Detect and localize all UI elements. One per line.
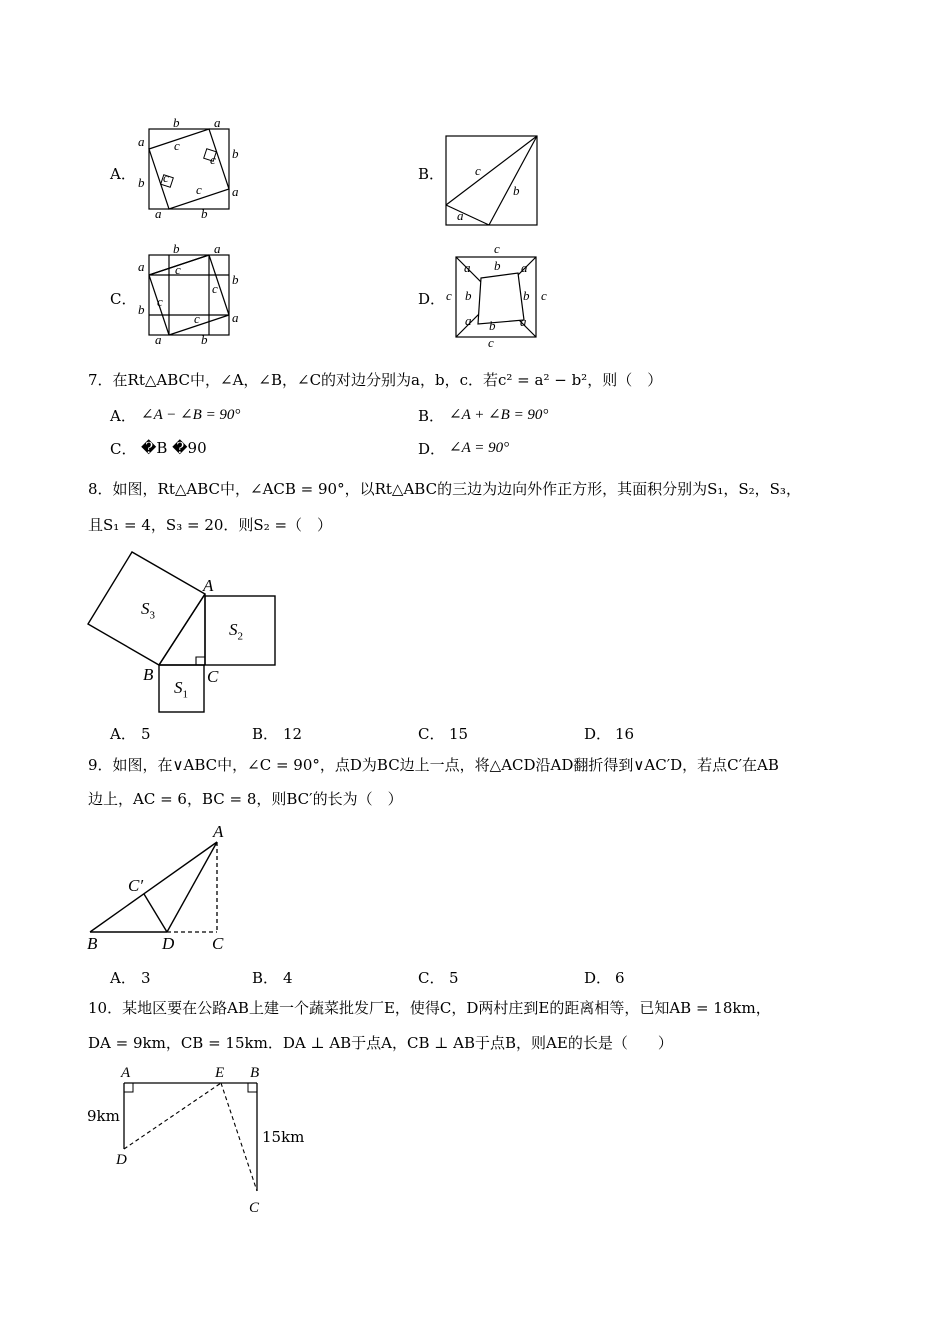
q6c-label-c: c — [212, 281, 218, 296]
q6d-label-c: c — [541, 288, 547, 303]
q6c-label-c: c — [157, 294, 163, 309]
q7-option-d-value[interactable]: ∠A = 90° — [449, 440, 510, 456]
q8-stem-line1: 8．如图，Rt△ABC中，∠ACB = 90°，以Rt△ABC的三边为边向外作正方形，其面积分别为S₁，S₂，S₃， — [88, 480, 801, 498]
q9-stem-line1: 9．如图，在∨ABC中，∠C = 90°，点D为BC边上一点，将△ACD沿AD翻折得到∨AC′D，若点C′在AB — [88, 756, 779, 774]
q9-label-c: C — [212, 934, 224, 953]
q6a-label-b: b — [138, 175, 145, 190]
q6d-label-a: a — [465, 313, 472, 328]
q7-option-b-key[interactable]: B． — [418, 407, 445, 425]
q7-option-c-key[interactable]: C． — [110, 440, 137, 458]
q7-option-c-value[interactable]: �B �90 — [141, 439, 207, 457]
q6a-label-a: a — [155, 206, 162, 221]
q6c-label-c: c — [194, 311, 200, 326]
q8-option-c-key[interactable]: C． — [418, 725, 445, 743]
q6d-label-b: b — [523, 288, 530, 303]
q8-option-d-key[interactable]: D． — [584, 725, 612, 743]
q9-option-d-key[interactable]: D． — [584, 969, 612, 987]
q6c-label-a: a — [138, 259, 145, 274]
q10-label-cb: 15km — [262, 1128, 305, 1146]
q6a-label-c: c — [174, 138, 180, 153]
q9-option-d-value[interactable]: 6 — [615, 969, 625, 987]
q6b-label-b: b — [513, 183, 520, 198]
q9-stem-line2: 边上，AC = 6，BC = 8，则BC′的长为（ ） — [88, 790, 403, 808]
q7-option-a-value[interactable]: ∠A − ∠B = 90° — [141, 407, 241, 423]
q8-label-c: C — [207, 667, 219, 686]
q10-label-da: 9km — [87, 1107, 120, 1125]
q6a-label-a: a — [214, 115, 221, 130]
q8-option-a-key[interactable]: A． — [110, 725, 136, 743]
q6a-label-b: b — [173, 115, 180, 130]
q10-label-c: C — [249, 1200, 260, 1216]
q10-label-a: A — [121, 1065, 131, 1081]
q9-option-b-value[interactable]: 4 — [283, 969, 293, 987]
q6c-label-b: b — [173, 241, 180, 256]
q6a-label-c: c — [163, 170, 169, 185]
q6d-label-b: b — [489, 318, 496, 333]
q6b-label-a: a — [457, 208, 464, 223]
q8-option-b-value[interactable]: 12 — [283, 725, 303, 743]
q6a-label-b: b — [232, 146, 239, 161]
q10-label-e: E — [215, 1065, 225, 1081]
q8-label-s2: $S_2$ — [229, 620, 243, 643]
q8-option-d-value[interactable]: 16 — [615, 725, 635, 743]
q6d-label-a: a — [464, 260, 471, 275]
q6c-label-c: c — [175, 262, 181, 277]
q6c-label-b: b — [201, 332, 208, 347]
q10-label-b: B — [250, 1065, 260, 1081]
q9-option-b-key[interactable]: B． — [252, 969, 279, 987]
q10-stem-line2: DA = 9km，CB = 15km．DA ⊥ AB于点A，CB ⊥ AB于点B，则AE的长是（ ） — [88, 1034, 673, 1052]
q6d-label-c: c — [446, 288, 452, 303]
q8-label-b: B — [143, 665, 154, 684]
q6-option-c-key[interactable]: C． — [110, 290, 137, 308]
q9-option-c-key[interactable]: C． — [418, 969, 445, 987]
q8-label-s1: $S_1$ — [174, 678, 188, 701]
q6c-label-b: b — [138, 302, 145, 317]
q6a-label-a: a — [138, 134, 145, 149]
q9-label-cprime: C′ — [128, 876, 144, 895]
q8-label-s3: $S_3$ — [141, 599, 155, 622]
q8-option-b-key[interactable]: B． — [252, 725, 279, 743]
q7-option-a-key[interactable]: A． — [110, 407, 136, 425]
q6-option-d-key[interactable]: D． — [418, 290, 446, 308]
q6-option-a-key[interactable]: A． — [110, 165, 136, 183]
q10-label-d: D — [116, 1152, 127, 1168]
q9-label-b: B — [87, 934, 98, 953]
q7-stem: 7．在Rt△ABC中，∠A，∠B，∠C的对边分别为a，b，c．若c² = a² − b²，则（ ） — [88, 371, 663, 389]
q6d-label-c: c — [494, 241, 500, 256]
q7-option-b-value[interactable]: ∠A + ∠B = 90° — [449, 407, 549, 423]
q6d-label-b: b — [494, 258, 501, 273]
q6c-label-b: b — [232, 272, 239, 287]
q6a-label-c: c — [196, 182, 202, 197]
q6d-label-a: a — [520, 314, 527, 329]
q9-option-a-key[interactable]: A． — [110, 969, 136, 987]
q9-option-c-value[interactable]: 5 — [449, 969, 459, 987]
q6d-label-a: a — [521, 260, 528, 275]
q8-option-c-value[interactable]: 15 — [449, 725, 469, 743]
q9-label-a: A — [213, 822, 224, 841]
q6d-label-c: c — [488, 335, 494, 350]
q6-option-b-key[interactable]: B． — [418, 165, 445, 183]
q7-option-d-key[interactable]: D． — [418, 440, 446, 458]
q6d-label-b: b — [465, 288, 472, 303]
q6a-label-a: a — [232, 184, 239, 199]
q6c-label-a: a — [214, 241, 221, 256]
q9-label-d: D — [162, 934, 175, 953]
q8-option-a-value[interactable]: 5 — [141, 725, 151, 743]
q6a-label-b: b — [201, 206, 208, 221]
q6a-label-c: c — [210, 152, 216, 167]
q8-label-a: A — [203, 576, 214, 595]
q6c-label-a: a — [232, 310, 239, 325]
q10-stem-line1: 10．某地区要在公路AB上建一个蔬菜批发厂E，使得C，D两村庄到E的距离相等，已知AB = 18km， — [88, 999, 771, 1017]
q6c-label-a: a — [155, 332, 162, 347]
q8-stem-line2: 且S₁ = 4，S₃ = 20．则S₂ =（ ） — [88, 516, 333, 534]
q6b-label-c: c — [475, 163, 481, 178]
q9-option-a-value[interactable]: 3 — [141, 969, 151, 987]
